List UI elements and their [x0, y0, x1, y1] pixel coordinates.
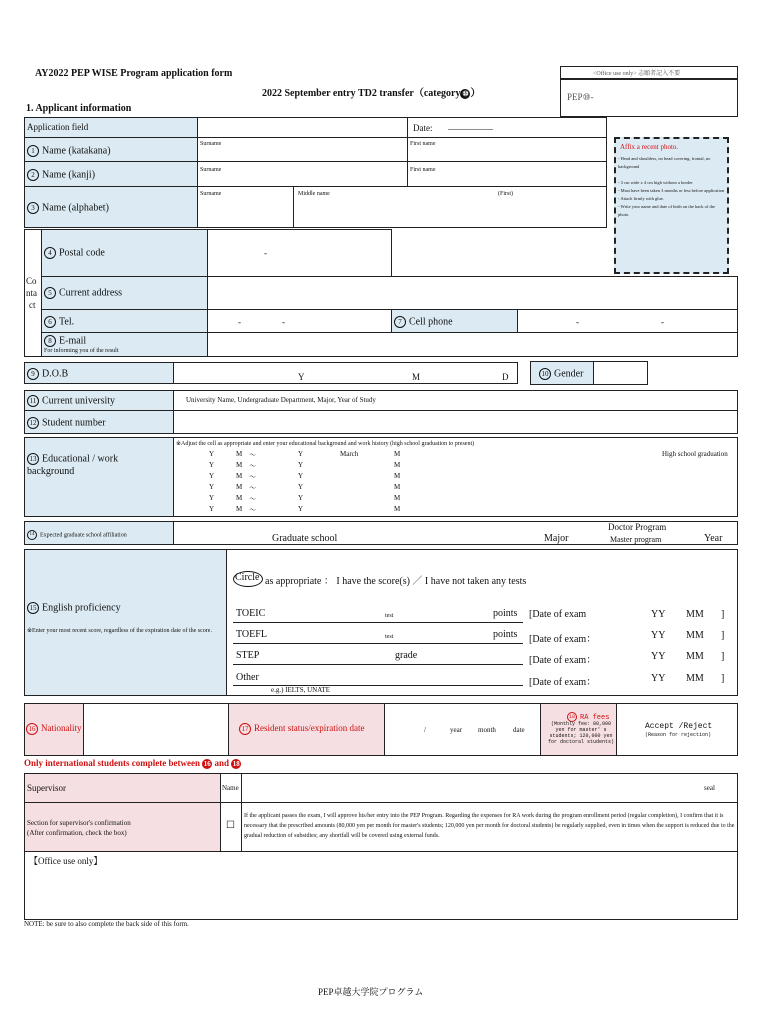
university-text: Current university	[42, 395, 116, 407]
test-score-label: points	[493, 629, 518, 640]
test-exam-date: [Date of exam：	[529, 634, 597, 645]
test-yy: YY	[651, 609, 666, 620]
address-text: Current address	[59, 287, 123, 299]
photo-title: Affix a recent photo.	[620, 143, 679, 151]
test-mm: MM	[686, 673, 704, 684]
surname-label: Surname	[200, 167, 222, 173]
test-row-toeic[interactable]	[227, 606, 737, 624]
accept-reject-label: Accept /Reject	[645, 722, 713, 731]
cell-label	[394, 316, 453, 328]
edu-y1: Y	[209, 450, 215, 458]
graduate-school-label: Graduate school	[272, 533, 338, 544]
cell-dash: -	[661, 317, 664, 327]
katakana-first-field[interactable]	[407, 137, 607, 162]
ra-line: yen for master' s	[555, 727, 607, 733]
first-name-label: First name	[410, 141, 436, 147]
ra-accept-field[interactable]	[616, 703, 738, 756]
edu-m2: M	[394, 450, 401, 458]
test-unit: test	[385, 634, 394, 640]
student-number-label-cell	[24, 410, 174, 434]
supervisor-confirm-label-cell	[24, 802, 221, 852]
confirm-checkbox[interactable]: ☐	[226, 820, 235, 831]
cell-text: Cell phone	[409, 316, 453, 328]
tel-text: Tel.	[59, 316, 75, 328]
footer-note: NOTE: be sure to also complete the back side of this form.	[24, 920, 189, 928]
edu-y2: Y	[298, 472, 304, 480]
test-yy: YY	[651, 630, 666, 641]
edu-tilde: ～	[249, 473, 256, 481]
dob-field[interactable]	[173, 362, 518, 384]
education-row[interactable]	[174, 472, 737, 483]
master-program-label: Master program	[610, 535, 662, 544]
gender-label-cell	[530, 361, 594, 385]
year-label: Year	[704, 533, 723, 544]
application-field-label-cell	[24, 117, 198, 138]
tel-dash: -	[282, 317, 285, 327]
test-score-label: points	[493, 608, 518, 619]
contact-side-line: ct	[29, 300, 36, 310]
test-mm: MM	[686, 609, 704, 620]
edu-y1: Y	[209, 472, 215, 480]
tel-label-cell	[41, 309, 208, 333]
resident-label-cell	[228, 703, 385, 756]
subtitle-end: ）	[470, 88, 481, 99]
postal-dash: -	[264, 248, 267, 258]
dob-y: Y	[298, 372, 305, 382]
office-only-label: <Office use only> 志願者記入不要	[593, 71, 681, 77]
num-16-ref: 16	[203, 759, 211, 768]
test-score-label: grade	[395, 650, 418, 661]
supervisor-name-field[interactable]	[241, 773, 738, 803]
edu-m1: M	[236, 472, 243, 480]
office-use-box[interactable]	[24, 851, 738, 920]
date-value: __________	[448, 121, 493, 131]
num-10: 10	[539, 368, 551, 380]
intl-note-and: and	[214, 758, 230, 768]
num-13: 13	[27, 453, 39, 465]
major-label: Major	[544, 533, 569, 544]
education-row[interactable]	[174, 494, 737, 505]
photo-line: - Write your name and date of birth on the back of the photo.	[618, 204, 715, 217]
test-row-toefl[interactable]	[227, 627, 737, 645]
affiliation-text: Expected graduate school affiliation	[40, 532, 127, 539]
num-8: 8	[44, 335, 56, 347]
ra-line: for doctoral students)	[547, 739, 614, 745]
postal-code-field[interactable]	[207, 229, 392, 277]
doctor-program-label: Doctor Program	[608, 522, 667, 532]
edu-m1: M	[236, 483, 243, 491]
kanji-first-field[interactable]	[407, 161, 607, 187]
student-number-label	[27, 417, 106, 429]
edu-desc: High school graduation	[662, 450, 728, 458]
name-alphabet-label-cell	[24, 186, 198, 228]
confirm-label-1: Section for supervisor's confirmation	[27, 819, 131, 827]
test-mm: MM	[686, 630, 704, 641]
kanji-surname-field[interactable]	[197, 161, 408, 187]
resident-label	[239, 723, 364, 735]
num-4: 4	[44, 247, 56, 259]
address-label	[44, 287, 122, 299]
supervisor-name-label: Name	[222, 784, 239, 792]
surname-label: Surname	[200, 141, 222, 147]
address-label-cell	[41, 276, 208, 310]
test-exam-date: [Date of exam：	[529, 655, 597, 666]
subtitle-text: 2022 September entry TD2 transfer（category	[262, 88, 461, 99]
test-close: ]	[721, 651, 725, 662]
education-note: ※Adjust the cell as appropriate and enter your educational background and work history (high school graduation to present)	[176, 441, 475, 447]
edu-y1: Y	[209, 494, 215, 502]
cell-dash: -	[576, 317, 579, 327]
test-name: TOEFL	[236, 629, 267, 640]
gender-text: Gender	[554, 368, 584, 380]
address-field[interactable]	[207, 276, 738, 310]
email-label	[44, 335, 86, 347]
test-mm: MM	[686, 651, 704, 662]
edu-tilde: ～	[249, 495, 256, 503]
student-number-text: Student number	[42, 417, 106, 429]
education-text: Educational / work	[42, 453, 119, 465]
name-alphabet-text: Name (alphabet)	[42, 202, 109, 214]
num-16: 16	[26, 723, 38, 735]
resident-month: month	[478, 726, 496, 734]
middle-name-label: Middle name	[298, 191, 330, 197]
ra-details	[545, 721, 617, 745]
edu-tilde: ～	[249, 506, 256, 514]
form-subtitle	[262, 84, 480, 99]
dob-label-cell	[24, 362, 174, 384]
dob-text: D.O.B	[42, 368, 69, 380]
email-note: For informing you of the result	[44, 348, 119, 354]
cell-label-cell	[391, 309, 518, 333]
test-yy: YY	[651, 651, 666, 662]
edu-m1: M	[236, 461, 243, 469]
first-name-label: (First)	[498, 191, 513, 197]
contact-side-label	[24, 229, 42, 357]
pep-code: PEP⑩-	[567, 92, 594, 102]
name-katakana-label	[27, 145, 111, 157]
ra-line: (Monthly fee: 80,000	[550, 721, 611, 727]
edu-month: March	[340, 450, 359, 458]
office-only-header	[560, 66, 738, 79]
edu-m2: M	[394, 505, 401, 513]
name-kanji-text: Name (kanji)	[42, 169, 96, 181]
email-text: E-mail	[59, 335, 87, 347]
english-instruction: as appropriate ： I have the score(s) ／ I have not taken any tests	[265, 576, 527, 587]
form-title: AY2022 PEP WISE Program application form	[35, 68, 233, 79]
test-name: Other	[236, 672, 259, 683]
dob-m: M	[412, 372, 421, 382]
affiliation-field[interactable]	[173, 521, 738, 545]
tel-dash: -	[238, 317, 241, 327]
intl-note-text: Only international students complete between	[24, 758, 200, 768]
university-label-cell	[24, 390, 174, 411]
resident-year: year	[450, 726, 463, 734]
english-text: English proficiency	[42, 602, 121, 614]
name-alphabet-label	[27, 202, 109, 214]
circle-word: Circle	[235, 572, 260, 583]
test-close: ]	[721, 609, 725, 620]
test-row-other[interactable]	[227, 671, 737, 693]
supervisor-checkbox-cell[interactable]	[220, 802, 242, 852]
num-14: 14	[27, 530, 37, 540]
num-7: 7	[394, 316, 406, 328]
date-label: Date:	[413, 123, 433, 133]
first-name-label: First name	[410, 167, 436, 173]
test-close: ]	[721, 630, 725, 641]
email-field[interactable]	[207, 332, 738, 357]
resident-slash: /	[424, 726, 426, 734]
edu-y2: Y	[298, 450, 304, 458]
university-label	[27, 395, 115, 407]
edu-tilde: ～	[249, 462, 256, 470]
supervisor-statement: If the applicant passes the exam, I will approve his/her entry into the PEP Program. Regarding the expenses for RA work during the program enrollment period (regular completion), I confirm that it is necessary that the prescribed amounts (80,000 yen per month for master's students; 120,000 yen per month for doctoral students) be regularly supplied, even in times when the support is reduced due to the gradual reduction of subsidies; any shortfall will be covered using external funds.	[244, 813, 735, 839]
education-label-cell	[24, 437, 174, 517]
education-row[interactable]	[174, 461, 737, 472]
test-name: STEP	[236, 650, 260, 661]
num-1: 1	[27, 145, 39, 157]
edu-m2: M	[394, 472, 401, 480]
edu-y2: Y	[298, 483, 304, 491]
postal-text: Postal code	[59, 247, 105, 259]
name-katakana-text: Name (katakana)	[42, 145, 111, 157]
edu-y1: Y	[209, 505, 215, 513]
photo-line: - Head and shoulders, no head covering, frontal, no background	[618, 156, 711, 169]
edu-tilde: ～	[249, 484, 256, 492]
test-row-step[interactable]	[227, 649, 737, 667]
edu-m2: M	[394, 494, 401, 502]
other-example: e.g.) IELTS, UNATE	[271, 686, 331, 694]
student-number-field[interactable]	[173, 410, 738, 434]
contact-side-line: nta	[26, 288, 37, 298]
english-label	[27, 602, 121, 614]
test-exam-date: [Date of exam	[529, 609, 587, 620]
name-katakana-label-cell	[24, 137, 198, 162]
num-5: 5	[44, 287, 56, 299]
name-kanji-label-cell	[24, 161, 198, 187]
photo-box[interactable]	[614, 137, 729, 274]
test-exam-date: [Date of exam：	[529, 677, 597, 688]
edu-y2: Y	[298, 505, 304, 513]
photo-instructions	[618, 155, 726, 219]
confirm-label-2: (After confirmation, check the box)	[27, 829, 127, 837]
num-12: 12	[27, 417, 39, 429]
edu-y1: Y	[209, 461, 215, 469]
university-field[interactable]	[173, 390, 738, 411]
affiliation-label	[27, 530, 127, 540]
education-label	[27, 453, 118, 465]
num-15: 15	[27, 602, 39, 614]
footer-program: PEP卓越大学院プログラム	[318, 987, 424, 997]
resident-date: date	[513, 726, 525, 734]
num-18-ref: 18	[232, 759, 240, 768]
edu-m1: M	[236, 494, 243, 502]
education-field[interactable]	[173, 437, 738, 517]
test-name: TOEIC	[236, 608, 266, 619]
pep-code-box[interactable]	[560, 79, 738, 117]
edu-m2: M	[394, 461, 401, 469]
seal-label: seal	[704, 784, 715, 792]
tel-field[interactable]	[207, 309, 392, 333]
supervisor-label-cell	[24, 773, 221, 803]
num-2: 2	[27, 169, 39, 181]
test-close: ]	[721, 673, 725, 684]
affiliation-label-cell	[24, 521, 174, 545]
office-use-label: 【Office use only】	[29, 856, 103, 866]
tel-label	[44, 316, 74, 328]
edu-y1: Y	[209, 483, 215, 491]
num-3: 3	[27, 202, 39, 214]
nationality-label-cell	[24, 703, 84, 756]
katakana-surname-field[interactable]	[197, 137, 408, 162]
name-kanji-label	[27, 169, 95, 181]
photo-line: - Must have been taken 3 months or less before application	[618, 188, 725, 193]
gender-field[interactable]	[593, 361, 648, 385]
num-6: 6	[44, 316, 56, 328]
resident-text: Resident status/expiration date	[254, 723, 365, 734]
surname-label: Surname	[200, 191, 222, 197]
supervisor-name-label-cell	[220, 773, 242, 803]
edu-m2: M	[394, 483, 401, 491]
application-field-label: Application field	[27, 122, 89, 132]
alphabet-name-field[interactable]	[197, 186, 607, 228]
education-row[interactable]	[174, 450, 737, 461]
ra-fees-cell	[540, 703, 617, 756]
test-unit: test	[385, 613, 394, 619]
section-title: 1. Applicant information	[26, 103, 132, 114]
supervisor-label: Supervisor	[27, 783, 66, 793]
english-note: ※Enter your most recent score, regardless of the expiration date of the score.	[27, 628, 212, 634]
dob-label	[27, 368, 68, 380]
supervisor-statement-cell	[241, 802, 738, 852]
edu-y2: Y	[298, 461, 304, 469]
gender-label	[539, 368, 583, 380]
nationality-text: Nationality	[41, 723, 82, 734]
education-text-2: background	[27, 466, 75, 477]
contact-side-text	[26, 275, 37, 311]
date-cell[interactable]	[407, 117, 607, 138]
english-label-cell	[24, 549, 227, 696]
photo-line: - 3 cm wide x 4 cm high without a border	[618, 180, 693, 185]
edu-m1: M	[236, 505, 243, 513]
cell-phone-field[interactable]	[517, 309, 738, 333]
num-9: 9	[27, 368, 39, 380]
edu-y2: Y	[298, 494, 304, 502]
category-number: ⑩	[462, 89, 469, 98]
reject-reason-note: (Reason for rejection)	[645, 732, 712, 738]
edu-m1: M	[236, 450, 243, 458]
resident-field[interactable]	[384, 703, 541, 756]
photo-line: - Attach firmly with glue.	[618, 196, 664, 201]
test-yy: YY	[651, 673, 666, 684]
contact-side-line: Co	[26, 276, 37, 286]
dob-d: D	[502, 372, 509, 382]
ra-text: RA fees	[580, 713, 610, 722]
email-label-cell	[41, 332, 208, 357]
education-row[interactable]	[174, 505, 737, 516]
postal-label-cell	[41, 229, 208, 277]
edu-tilde: ～	[249, 451, 256, 459]
university-hint: University Name, Undergraduate Department, Major, Year of Study	[186, 396, 376, 404]
ra-line: students; 120,000 yen	[549, 733, 613, 739]
english-field[interactable]	[226, 549, 738, 696]
nationality-field[interactable]	[83, 703, 229, 756]
num-17: 17	[239, 723, 251, 735]
nationality-label	[26, 723, 82, 735]
intl-note	[24, 758, 241, 769]
education-row[interactable]	[174, 483, 737, 494]
postal-label	[44, 247, 105, 259]
num-11: 11	[27, 395, 39, 407]
application-field-input[interactable]	[197, 117, 408, 138]
num-18: 18	[568, 714, 575, 720]
